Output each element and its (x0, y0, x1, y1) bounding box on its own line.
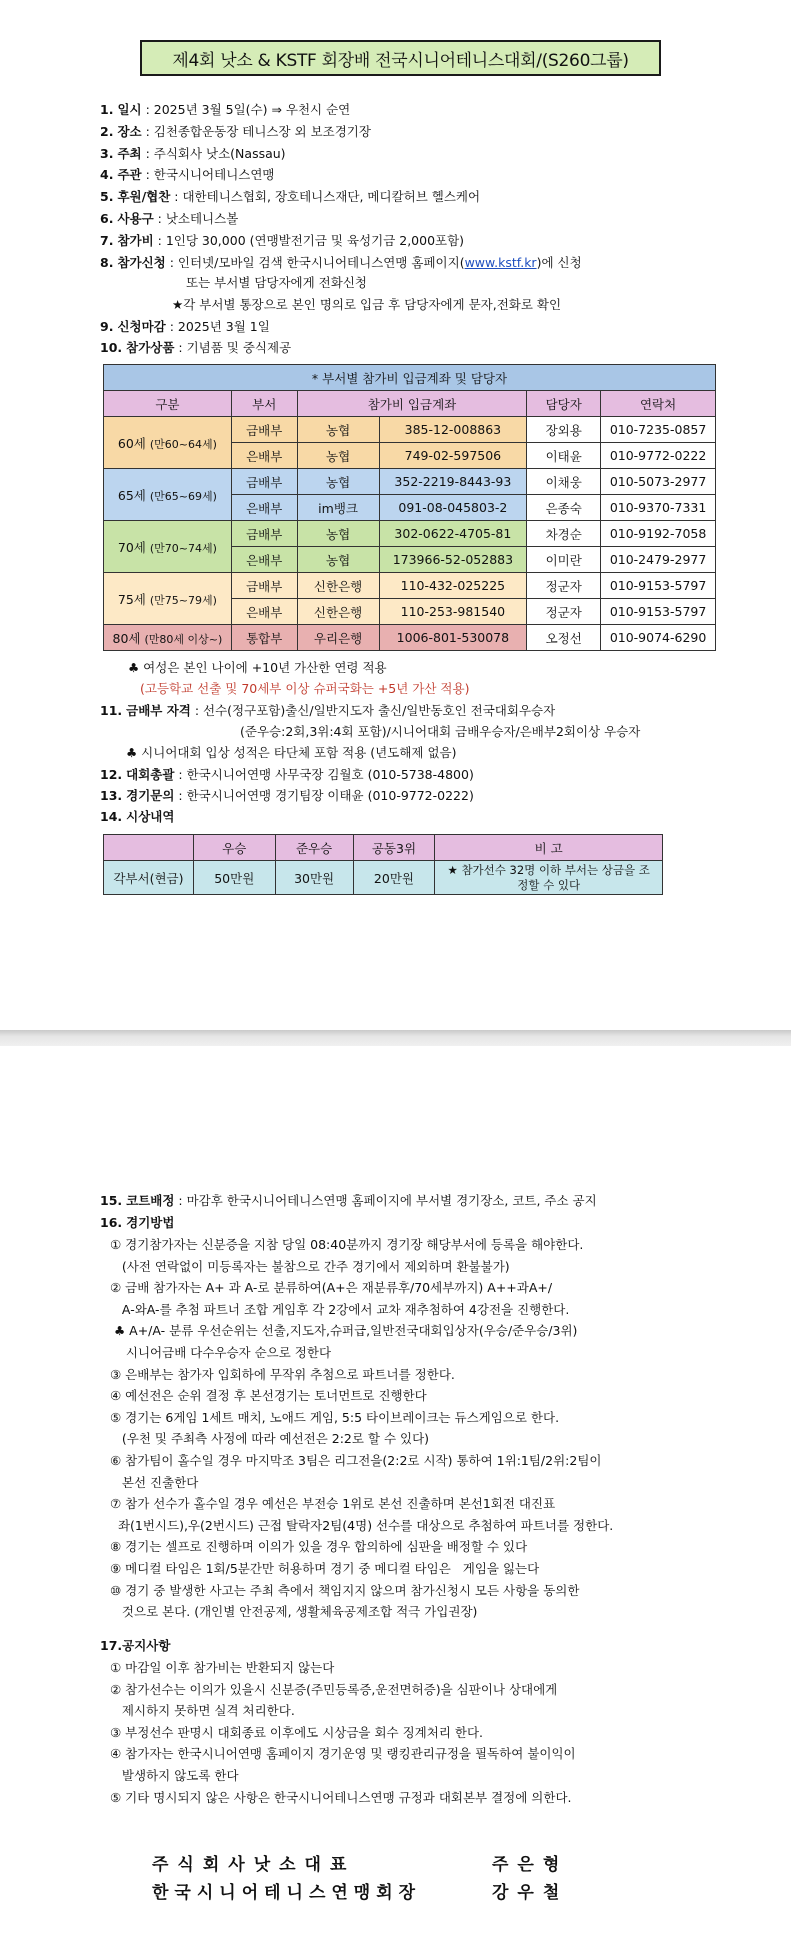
item-11-line2: (준우승:2회,3위:4회 포함)/시니어대회 금배우승자/은배부2회이상 우승자 (240, 724, 641, 739)
page-separator (0, 1030, 791, 1046)
homepage-link[interactable]: www.kstf.kr (464, 255, 537, 270)
table-row: 60세 (만60~64세) 금배부 농협 385-12-008863 장외용 010-7235-0857 (104, 417, 716, 443)
signature-org-2: 한국시니어테니스연맹회장 (152, 1883, 422, 1903)
table-row: 65세 (만65~69세) 금배부 농협 352-2219-8443-93 이채웅 010-5073-2977 (104, 469, 716, 495)
rule-line: (우천 및 주최측 사정에 따라 예선전은 2:2로 할 수 있다) (110, 1431, 430, 1447)
info-item: 3. 주최 : 주식회사 낫소(Nassau) (100, 145, 286, 161)
note-bonus: (고등학교 선출 및 70세부 이상 슈퍼국화는 +5년 가산 적용) (140, 681, 470, 696)
table-row: 은배부 신한은행 110-253-981540 정군자 010-9153-5797 (104, 599, 716, 625)
table-row: 80세 (만80세 이상~) 통합부 우리은행 1006-801-530078 오정선 010-9074-6290 (104, 625, 716, 651)
fee-account-table (103, 364, 716, 651)
item-11: 11. 금배부 자격 : 선수(정구포함)출신/일반지도자 출신/일반동호인 전국대회우승자 (100, 703, 556, 718)
table-row: 은배부 농협 173966-52-052883 이미란 010-2479-2977 (104, 547, 716, 573)
info-item: 5. 후원/협찬 : 대한테니스협회, 장호테니스재단, 메디칼허브 헬스케어 (100, 189, 481, 205)
rule-line: ⑨ 메디컬 타임은 1회/5분간만 허용하며 경기 중 메디컬 타임은 게임을 잃는다 (110, 1561, 540, 1576)
rule-line: 본선 진출한다 (110, 1474, 199, 1490)
signature-name-2: 강우철 (492, 1883, 569, 1903)
rule-line: ⑥ 참가팀이 홀수일 경우 마지막조 3팀은 리그전을(2:2로 시작) 통하여 1위:1팀/2위:2팀이 (110, 1453, 602, 1468)
prize-row: 각부서(현금) 50만원 30만원 20만원 ★ 참가선수 32명 이하 부서는 상금을 조정할 수 있다 (104, 861, 663, 895)
rule-line: ③ 은배부는 참가자 입회하에 무작위 추첨으로 파트너를 정한다. (110, 1366, 455, 1382)
rule-line: 시니어금배 다수우승자 순으로 정한다 (110, 1345, 332, 1360)
notice-line: 발생하지 않도록 한다 (110, 1768, 239, 1783)
notice-line: ③ 부정선수 판명시 대회종료 이후에도 시상금을 회수 징계처리 한다. (110, 1724, 483, 1740)
notice-line: ④ 참가자는 한국시니어연맹 홈페이지 경기운영 및 랭킹관리규정을 필독하여 불이익이 (110, 1746, 576, 1762)
rule-line: 것으로 본다. (개인별 안전공제, 생활체육공제조합 적극 가입권장) (110, 1604, 478, 1620)
item-14: 14. 시상내역 (100, 809, 175, 824)
rule-line: 좌(1번시드),우(2번시드) 근접 탈락자2팀(4명) 선수를 대상으로 추첨하여 파트너를 정한다. (110, 1517, 614, 1533)
prize-header: 우승 준우승 공동3위 비 고 (104, 835, 663, 861)
age-group: 70세 (만70~74세) (104, 521, 232, 573)
info-item: 2. 장소 : 김천종합운동장 테니스장 외 보조경기장 (100, 123, 371, 139)
rule-line: ⑩ 경기 중 발생한 사고는 주최 측에서 책임지지 않으며 참가신청시 모든 사항을 동의한 (110, 1582, 580, 1598)
rule-line: ① 경기참가자는 신분증을 지참 당일 08:40분까지 경기장 해당부서에 등록을 해야한다. (110, 1237, 584, 1252)
table-row: 은배부 im뱅크 091-08-045803-2 은종숙 010-9370-7331 (104, 495, 716, 521)
notice-line: ⑤ 기타 명시되지 않은 사항은 한국시니어테니스연맹 규정과 대회본부 결정에 의한다. (110, 1789, 572, 1805)
age-group: 75세 (만75~79세) (104, 573, 232, 625)
notice-line: ① 마감일 이후 참가비는 반환되지 않는다 (110, 1660, 335, 1675)
item-17: 17.공지사항 (100, 1638, 171, 1653)
rule-line: ⑧ 경기는 셀프로 진행하며 이의가 있을 경우 합의하에 심판을 배정할 수 있다 (110, 1539, 528, 1555)
signature-name-1: 주은형 (492, 1855, 569, 1875)
age-group: 65세 (만65~69세) (104, 469, 232, 521)
prize-table (103, 834, 663, 895)
rule-line: A-와A-를 추첨 파트너 조합 게임후 각 2강에서 교차 재추첨하여 4강전을 진행한다. (110, 1301, 570, 1317)
item-15: 15. 코트배정 : 마감후 한국시니어테니스연맹 홈페이지에 부서별 경기장소, 코트, 주소 공지 (100, 1193, 597, 1208)
notice-line: 제시하지 못하면 실격 처리한다. (110, 1703, 295, 1719)
note-female: ♣ 여성은 본인 나이에 +10년 가산한 연령 적용 (128, 660, 387, 675)
info-item: 7. 참가비 : 1인당 30,000 (연맹발전기금 및 육성기금 2,000포함) (100, 232, 465, 248)
info-item: 4. 주관 : 한국시니어테니스연맹 (100, 167, 275, 183)
item-11-line3: ♣ 시니어대회 입상 성적은 타단체 포함 적용 (년도해제 없음) (126, 745, 457, 760)
info-item: 6. 사용구 : 낫소테니스볼 (100, 211, 239, 226)
table-caption: * 부서별 참가비 입금계좌 및 담당자 (104, 365, 716, 391)
signature-org-1: 주식회사낫소대표 (152, 1855, 356, 1875)
item-8-line3: ★각 부서별 통장으로 본인 명의로 입금 후 담당자에게 문자,전화로 확인 (172, 297, 562, 312)
table-row: 75세 (만75~79세) 금배부 신한은행 110-432-025225 정군자 010-9153-5797 (104, 573, 716, 599)
rule-line: ⑤ 경기는 6게임 1세트 매치, 노애드 게임, 5:5 타이브레이크는 듀스게임으로 한다. (110, 1409, 560, 1425)
page-2 (0, 1046, 791, 1933)
item-8: 8. 참가신청 : 인터넷/모바일 검색 한국시니어테니스연맹 홈페이지(www.kstf.kr)에 신청 (100, 255, 582, 270)
rule-line: ⑦ 참가 선수가 홀수일 경우 예선은 부전승 1위로 본선 진출하며 본선1회전 대진표 (110, 1496, 556, 1512)
item-8-line2: 또는 부서별 담당자에게 전화신청 (186, 275, 367, 290)
info-item: 1. 일시 : 2025년 3월 5일(수) ⇒ 우천시 순연 (100, 102, 351, 117)
age-group: 80세 (만80세 이상~) (104, 625, 232, 651)
item-13: 13. 경기문의 : 한국시니어연맹 경기팀장 이태윤 (010-9772-0222) (100, 788, 474, 803)
rule-line: ④ 예선전은 순위 결정 후 본선경기는 토너먼트로 진행한다 (110, 1388, 427, 1404)
rule-line: (사전 연락없이 미등록자는 불참으로 간주 경기에서 제외하며 환불불가) (110, 1258, 510, 1274)
table-header: 구분 부서 참가비 입금계좌 담당자 연락처 (104, 391, 716, 417)
item-10: 10. 참가상품 : 기념품 및 중식제공 (100, 340, 292, 355)
notice-line: ② 참가선수는 이의가 있을시 신분증(주민등록증,운전면허증)을 심판이나 상대에게 (110, 1681, 558, 1697)
item-16: 16. 경기방법 (100, 1215, 175, 1230)
rule-line: ♣ A+/A- 분류 우선순위는 선출,지도자,슈퍼급,일반전국대회입상자(우승/준우승/3위) (110, 1323, 578, 1339)
item-12: 12. 대회총괄 : 한국시니어연맹 사무국장 김월호 (010-5738-4800) (100, 767, 474, 782)
table-row: 70세 (만70~74세) 금배부 농협 302-0622-4705-81 차경순 010-9192-7058 (104, 521, 716, 547)
table-body (104, 417, 716, 651)
table-row: 은배부 농협 749-02-597506 이태윤 010-9772-0222 (104, 443, 716, 469)
item-9: 9. 신청마감 : 2025년 3월 1일 (100, 319, 270, 334)
rule-line: ② 금배 참가자는 A+ 과 A-로 분류하여(A+은 재분류후/70세부까지) A++과A+/ (110, 1280, 553, 1296)
age-group: 60세 (만60~64세) (104, 417, 232, 469)
document-title: 제4회 낫소 & KSTF 회장배 전국시니어테니스대회/(S260그룹) (140, 40, 661, 76)
